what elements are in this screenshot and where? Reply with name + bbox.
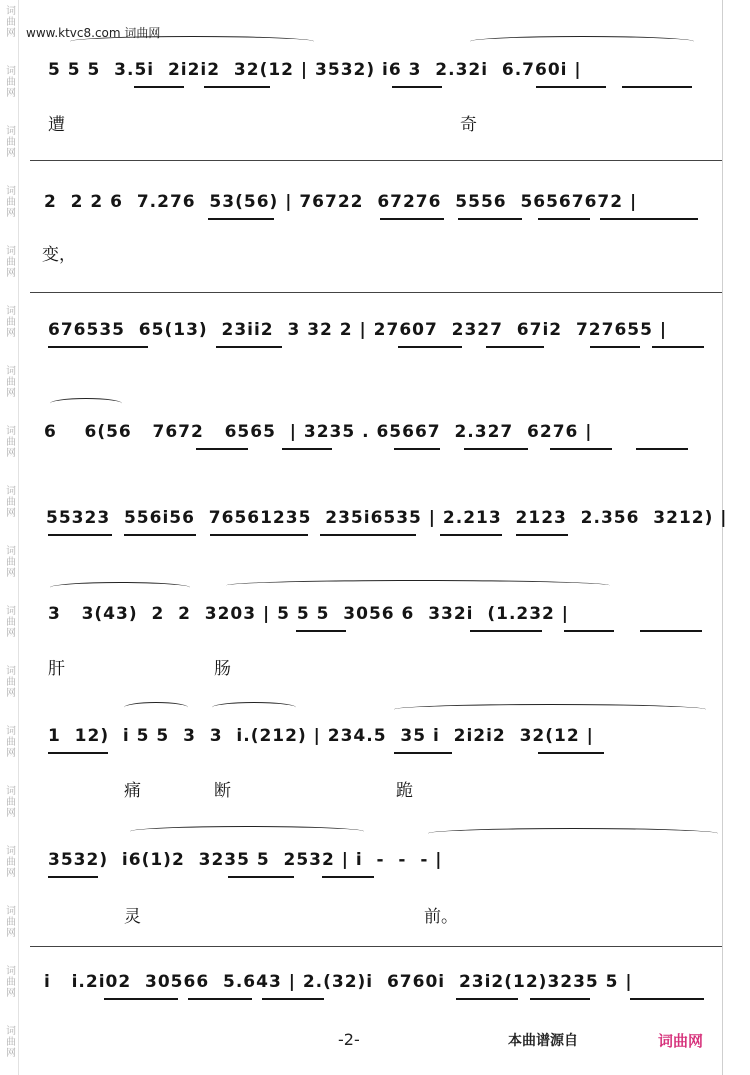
notation-line: 5 5 5 3.5i 2i2i2 32(12 | 3532) i6 3 2.32i 6.760i | xyxy=(48,60,582,80)
beam-underline xyxy=(394,448,440,450)
beam-underline xyxy=(48,346,148,348)
lyric: 变， xyxy=(42,245,76,265)
beam-underline xyxy=(210,534,308,536)
beam-underline xyxy=(282,448,332,450)
notation-line: 3532) i6(1)2 3235 5 2532 | i - - - | xyxy=(48,850,443,870)
watermark: 词曲网 xyxy=(6,726,16,759)
watermark: 词曲网 xyxy=(6,786,16,819)
beam-underline xyxy=(104,998,178,1000)
beam-underline xyxy=(48,752,108,754)
slur xyxy=(226,580,610,591)
page-number: -2- xyxy=(338,1030,360,1049)
notation-line: 676535 65(13) 23ii2 3 32 2 | 27607 2327 67i2 727655 | xyxy=(48,320,668,340)
lyric: 遭 xyxy=(48,115,65,135)
beam-underline xyxy=(458,218,522,220)
lyric: 前。 xyxy=(424,907,458,927)
slur xyxy=(428,828,718,839)
beam-underline xyxy=(320,534,416,536)
beam-underline xyxy=(216,346,282,348)
beam-underline xyxy=(550,448,612,450)
watermark: 词曲网 xyxy=(6,1026,16,1059)
beam-underline xyxy=(652,346,704,348)
beam-underline xyxy=(630,998,704,1000)
lyric: 奇 xyxy=(460,115,477,135)
system-rule xyxy=(30,292,722,293)
beam-underline xyxy=(188,998,252,1000)
notation-line: i i.2i02 30566 5.643 | 2.(32)i 6760i 23i2(12)3235 5 | xyxy=(44,972,633,992)
slur xyxy=(50,582,190,593)
beam-underline xyxy=(636,448,688,450)
watermark: 词曲网 xyxy=(6,846,16,879)
system-rule xyxy=(30,946,722,947)
slur xyxy=(124,702,188,713)
brand-logo-text[interactable]: 词曲网 xyxy=(658,1032,704,1050)
beam-underline xyxy=(516,534,568,536)
beam-underline xyxy=(392,86,442,88)
watermark: 词曲网 xyxy=(6,426,16,459)
beam-underline xyxy=(134,86,184,88)
watermark: 词曲网 xyxy=(6,546,16,579)
beam-underline xyxy=(538,752,604,754)
beam-underline xyxy=(564,630,614,632)
beam-underline xyxy=(530,998,590,1000)
beam-underline xyxy=(640,630,702,632)
beam-underline xyxy=(398,346,462,348)
beam-underline xyxy=(228,876,294,878)
beam-underline xyxy=(464,448,528,450)
watermark: 词曲网 xyxy=(6,246,16,279)
system-rule xyxy=(30,160,722,161)
beam-underline xyxy=(486,346,544,348)
source-label: 本曲谱源自 xyxy=(508,1033,578,1049)
beam-underline xyxy=(124,534,196,536)
beam-underline xyxy=(538,218,590,220)
watermark: 词曲网 xyxy=(6,906,16,939)
watermark: 词曲网 xyxy=(6,606,16,639)
slur xyxy=(70,36,314,47)
slur xyxy=(394,704,706,715)
notation-line: 55323 556i56 76561235 235i6535 | 2.213 2123 2.356 3212) | xyxy=(46,508,728,528)
beam-underline xyxy=(440,534,502,536)
beam-underline xyxy=(48,876,98,878)
beam-underline xyxy=(600,218,698,220)
notation-line: 6 6(56 7672 6565 | 3235 . 65667 2.327 6276 | xyxy=(44,422,593,442)
slur xyxy=(470,36,694,47)
lyric: 跪 xyxy=(396,781,413,801)
beam-underline xyxy=(394,752,452,754)
beam-underline xyxy=(470,630,542,632)
watermark: 词曲网 xyxy=(6,126,16,159)
slur xyxy=(212,702,296,713)
watermark: 词曲网 xyxy=(6,186,16,219)
beam-underline xyxy=(204,86,270,88)
beam-underline xyxy=(536,86,606,88)
notation-line: 1 12) i 5 5 3 3 i.(212) | 234.5 35 i 2i2i2 32(12 | xyxy=(48,726,594,746)
watermark: 词曲网 xyxy=(6,6,16,39)
lyric: 灵 xyxy=(124,907,141,927)
left-margin-rule xyxy=(18,0,19,1075)
watermark: 词曲网 xyxy=(6,306,16,339)
slur xyxy=(130,826,364,837)
watermark: 词曲网 xyxy=(6,966,16,999)
beam-underline xyxy=(322,876,374,878)
lyric: 肝 xyxy=(48,659,65,679)
watermark: 词曲网 xyxy=(6,666,16,699)
lyric: 断 xyxy=(214,781,231,801)
beam-underline xyxy=(208,218,274,220)
lyric: 痛 xyxy=(124,781,141,801)
beam-underline xyxy=(380,218,444,220)
notation-line: 2 2 2 6 7.276 53(56) | 76722 67276 5556 56567672 | xyxy=(44,192,638,212)
watermark: 词曲网 xyxy=(6,66,16,99)
beam-underline xyxy=(456,998,518,1000)
beam-underline xyxy=(622,86,692,88)
beam-underline xyxy=(590,346,640,348)
slur xyxy=(50,398,122,409)
lyric: 肠 xyxy=(214,659,231,679)
site-url: www.ktvc8.com 词曲网 xyxy=(26,26,161,40)
beam-underline xyxy=(262,998,324,1000)
beam-underline xyxy=(296,630,346,632)
right-margin-rule xyxy=(722,0,723,1075)
notation-line: 3 3(43) 2 2 3203 | 5 5 5 3056 6 332i (1.232 | xyxy=(48,604,570,624)
beam-underline xyxy=(196,448,248,450)
beam-underline xyxy=(48,534,112,536)
watermark: 词曲网 xyxy=(6,486,16,519)
watermark: 词曲网 xyxy=(6,366,16,399)
